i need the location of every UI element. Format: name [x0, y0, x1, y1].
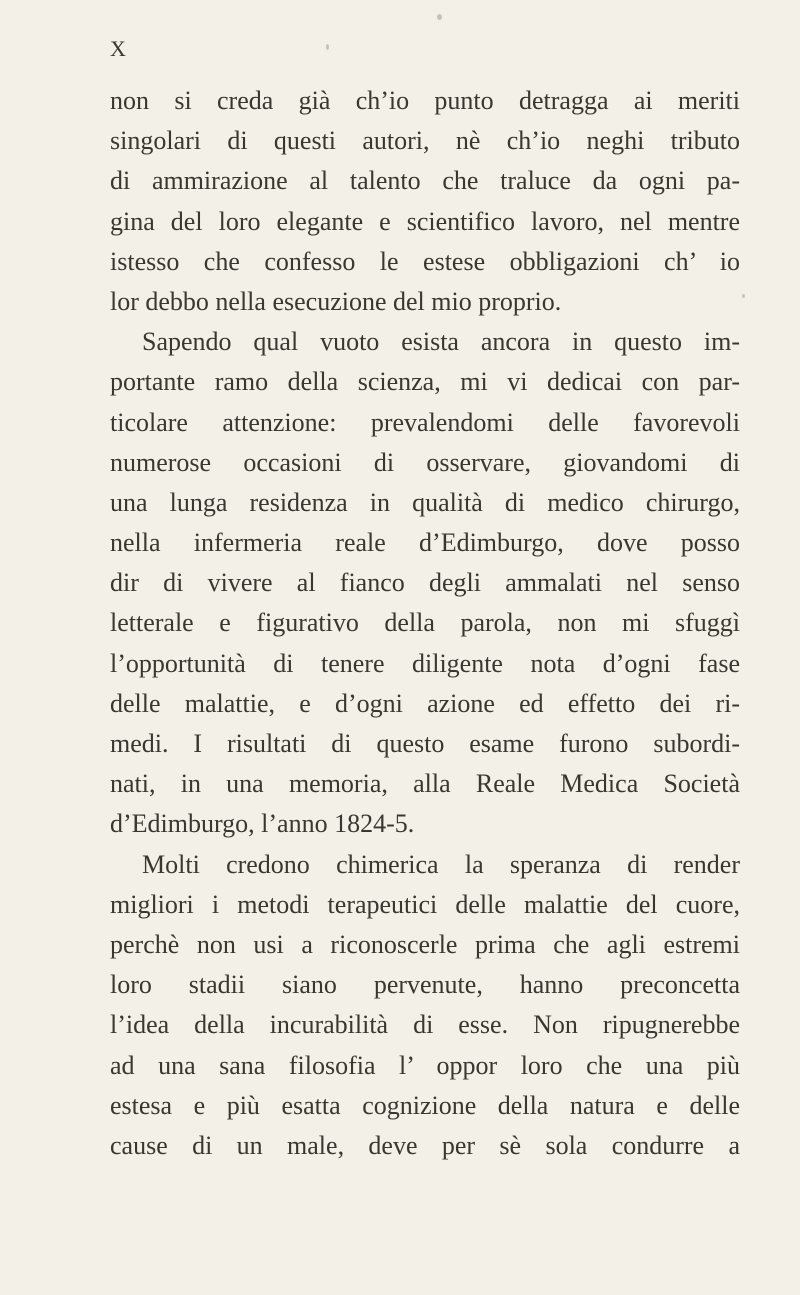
text-line: estesa e più esatta cognizione della natura e delle — [110, 1090, 740, 1120]
text-line: una lunga residenza in qualità di medico chirurgo, — [110, 487, 740, 517]
text-line: loro stadii siano pervenute, hanno preconcetta — [110, 970, 740, 1000]
text-line: Sapendo qual vuoto esista ancora in questo im- — [142, 327, 740, 357]
body-text — [110, 81, 740, 1166]
text-line: d’Edimburgo, l’anno 1824-5. — [110, 809, 415, 839]
text-line: cause di un male, deve per sè sola condurre a — [110, 1130, 740, 1160]
text-line: gina del loro elegante e scientifico lavoro, nel mentre — [110, 206, 740, 236]
text-line: delle malattie, e d’ogni azione ed effetto dei ri- — [110, 688, 740, 718]
paper-speck — [326, 44, 329, 50]
text-line: letterale e figurativo della parola, non mi sfuggì — [110, 608, 740, 638]
text-line: istesso che confesso le estese obbligazioni ch’ io — [110, 246, 740, 276]
paper-speck — [742, 294, 745, 298]
text-line: l’opportunità di tenere diligente nota d’ogni fase — [110, 648, 740, 678]
text-line: di ammirazione al talento che traluce da ogni pa- — [110, 166, 740, 196]
text-line: portante ramo della scienza, mi vi dedicai con par- — [110, 367, 740, 397]
text-line: ad una sana filosofia l’ oppor loro che una più — [110, 1050, 740, 1080]
text-line: lor debbo nella esecuzione del mio proprio. — [110, 286, 562, 316]
text-line: l’idea della incurabilità di esse. Non ripugnerebbe — [110, 1010, 740, 1040]
text-line: Molti credono chimerica la speranza di render — [142, 849, 740, 879]
text-line: migliori i metodi terapeutici delle malattie del cuore, — [110, 889, 740, 919]
paper-speck — [437, 14, 442, 20]
text-line: medi. I risultati di questo esame furono subordi- — [110, 729, 740, 758]
text-line: perchè non usi a riconoscerle prima che agli estremi — [110, 929, 740, 959]
text-line: non si creda già ch’io punto detragga ai meriti — [110, 86, 740, 115]
text-line: dir di vivere al fianco degli ammalati nel senso — [110, 568, 740, 598]
text-line: ticolare attenzione: prevalendomi delle favorevoli — [110, 407, 740, 437]
text-line: nati, in una memoria, alla Reale Medica Società — [110, 769, 740, 799]
text-line: singolari di questi autori, nè ch’io neghi tributo — [110, 126, 740, 156]
text-line: numerose occasioni di osservare, giovandomi di — [110, 447, 740, 477]
text-line: nella infermeria reale d’Edimburgo, dove posso — [110, 528, 740, 558]
page-number: X — [110, 36, 127, 61]
